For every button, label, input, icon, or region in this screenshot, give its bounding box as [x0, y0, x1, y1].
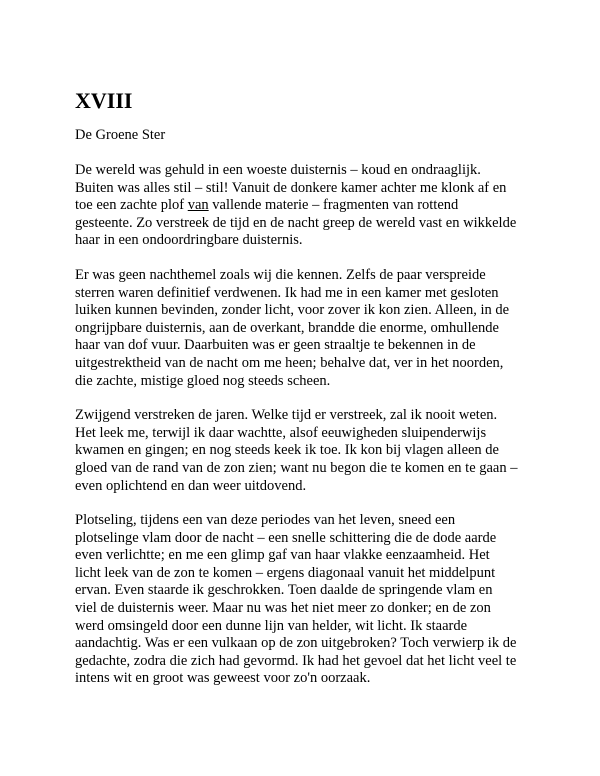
text-line: even verlichtte; en me een glimp gaf van haar vlakke eenzaamheid. Het — [75, 547, 490, 564]
text-line: gedachte, zodra die zich had gevormd. Ik had het gevoel dat het licht veel te — [75, 652, 517, 669]
text-line: plotselinge vlam door de nacht – een snelle schittering die de dode aarde — [75, 529, 497, 546]
text-line: haar van dof vuur. Daarbuiten was er geen straaltje te bekennen in de — [75, 337, 476, 354]
text-line: Het leek me, terwijl ik daar wachtte, alsof eeuwigheden sluipenderwijs — [75, 424, 487, 441]
text-line: even oplichtend en dan weer uitdovend. — [75, 477, 307, 494]
text-line: haar in een ondoordringbare duisternis. — [75, 232, 303, 249]
text-segment: toe een zachte plof — [75, 197, 188, 214]
text-line: luiken kunnen bevinden, zonder licht, voor zover ik kon zien. Alleen, in de — [75, 302, 510, 319]
chapter-title: De Groene Ster — [75, 127, 166, 143]
text-line: Er was geen nachthemel zoals wij die kennen. Zelfs de paar verspreide — [75, 266, 486, 283]
text-line: Plotseling, tijdens een van deze periodes van het leven, sneed een — [75, 512, 456, 529]
text-line: sterren waren definitief verdwenen. Ik had me in een kamer met gesloten — [75, 284, 499, 301]
body-paragraph — [75, 407, 540, 495]
text-line: gesteente. Zo verstreek de tijd en de nacht greep de wereld vast en wikkelde — [75, 214, 517, 231]
text-line: uitgestrektheid van de nacht om me heen; behalve dat, ver in het noorden, — [75, 354, 504, 371]
text-line: ongrijpbare duisternis, aan de overkant, brandde die enorme, omhullende — [75, 319, 499, 336]
text-line: De wereld was gehuld in een woeste duisternis – koud en ondraaglijk. — [75, 162, 481, 178]
text-line: werd omsingeld door een dunne lijn van helder, wit licht. Ik staarde — [75, 617, 468, 634]
text-line — [75, 197, 540, 215]
body-paragraph — [75, 162, 540, 250]
text-line: viel de duisternis weer. Maar nu was het niet meer zo donker; en de zon — [75, 600, 491, 617]
text-line: Buiten was alles stil – stil! Vanuit de donkere kamer achter me klonk af en — [75, 179, 507, 196]
underlined-word: van — [187, 197, 209, 214]
body-paragraph — [75, 512, 540, 688]
text-line: kwamen en gingen; en nog steeds keek ik toe. Ik kon bij vlagen alleen de — [75, 442, 499, 459]
document-page — [75, 88, 540, 705]
text-segment: vallende materie – fragmenten van rottend — [208, 197, 459, 214]
body-paragraph — [75, 267, 540, 390]
text-line: ervan. Even staarde ik geschrokken. Toen daalde de springende vlam en — [75, 582, 493, 599]
text-line: aandachtig. Was er een vulkaan op de zon uitgebroken? Toch verwierp ik de — [75, 635, 517, 652]
chapter-body — [75, 162, 540, 688]
text-line: licht leek van de zon te komen – ergens diagonaal vanuit het middelpunt — [75, 564, 496, 581]
chapter-number: XVIII — [75, 88, 133, 113]
text-line: die zachte, mistige gloed nog steeds scheen. — [75, 372, 331, 389]
text-line: intens wit en groot was geweest voor zo'n oorzaak. — [75, 670, 371, 687]
text-line: Zwijgend verstreken de jaren. Welke tijd er verstreek, zal ik nooit weten. — [75, 407, 498, 424]
text-line: gloed van de rand van de zon zien; want nu begon die te komen en te gaan – — [75, 459, 518, 476]
